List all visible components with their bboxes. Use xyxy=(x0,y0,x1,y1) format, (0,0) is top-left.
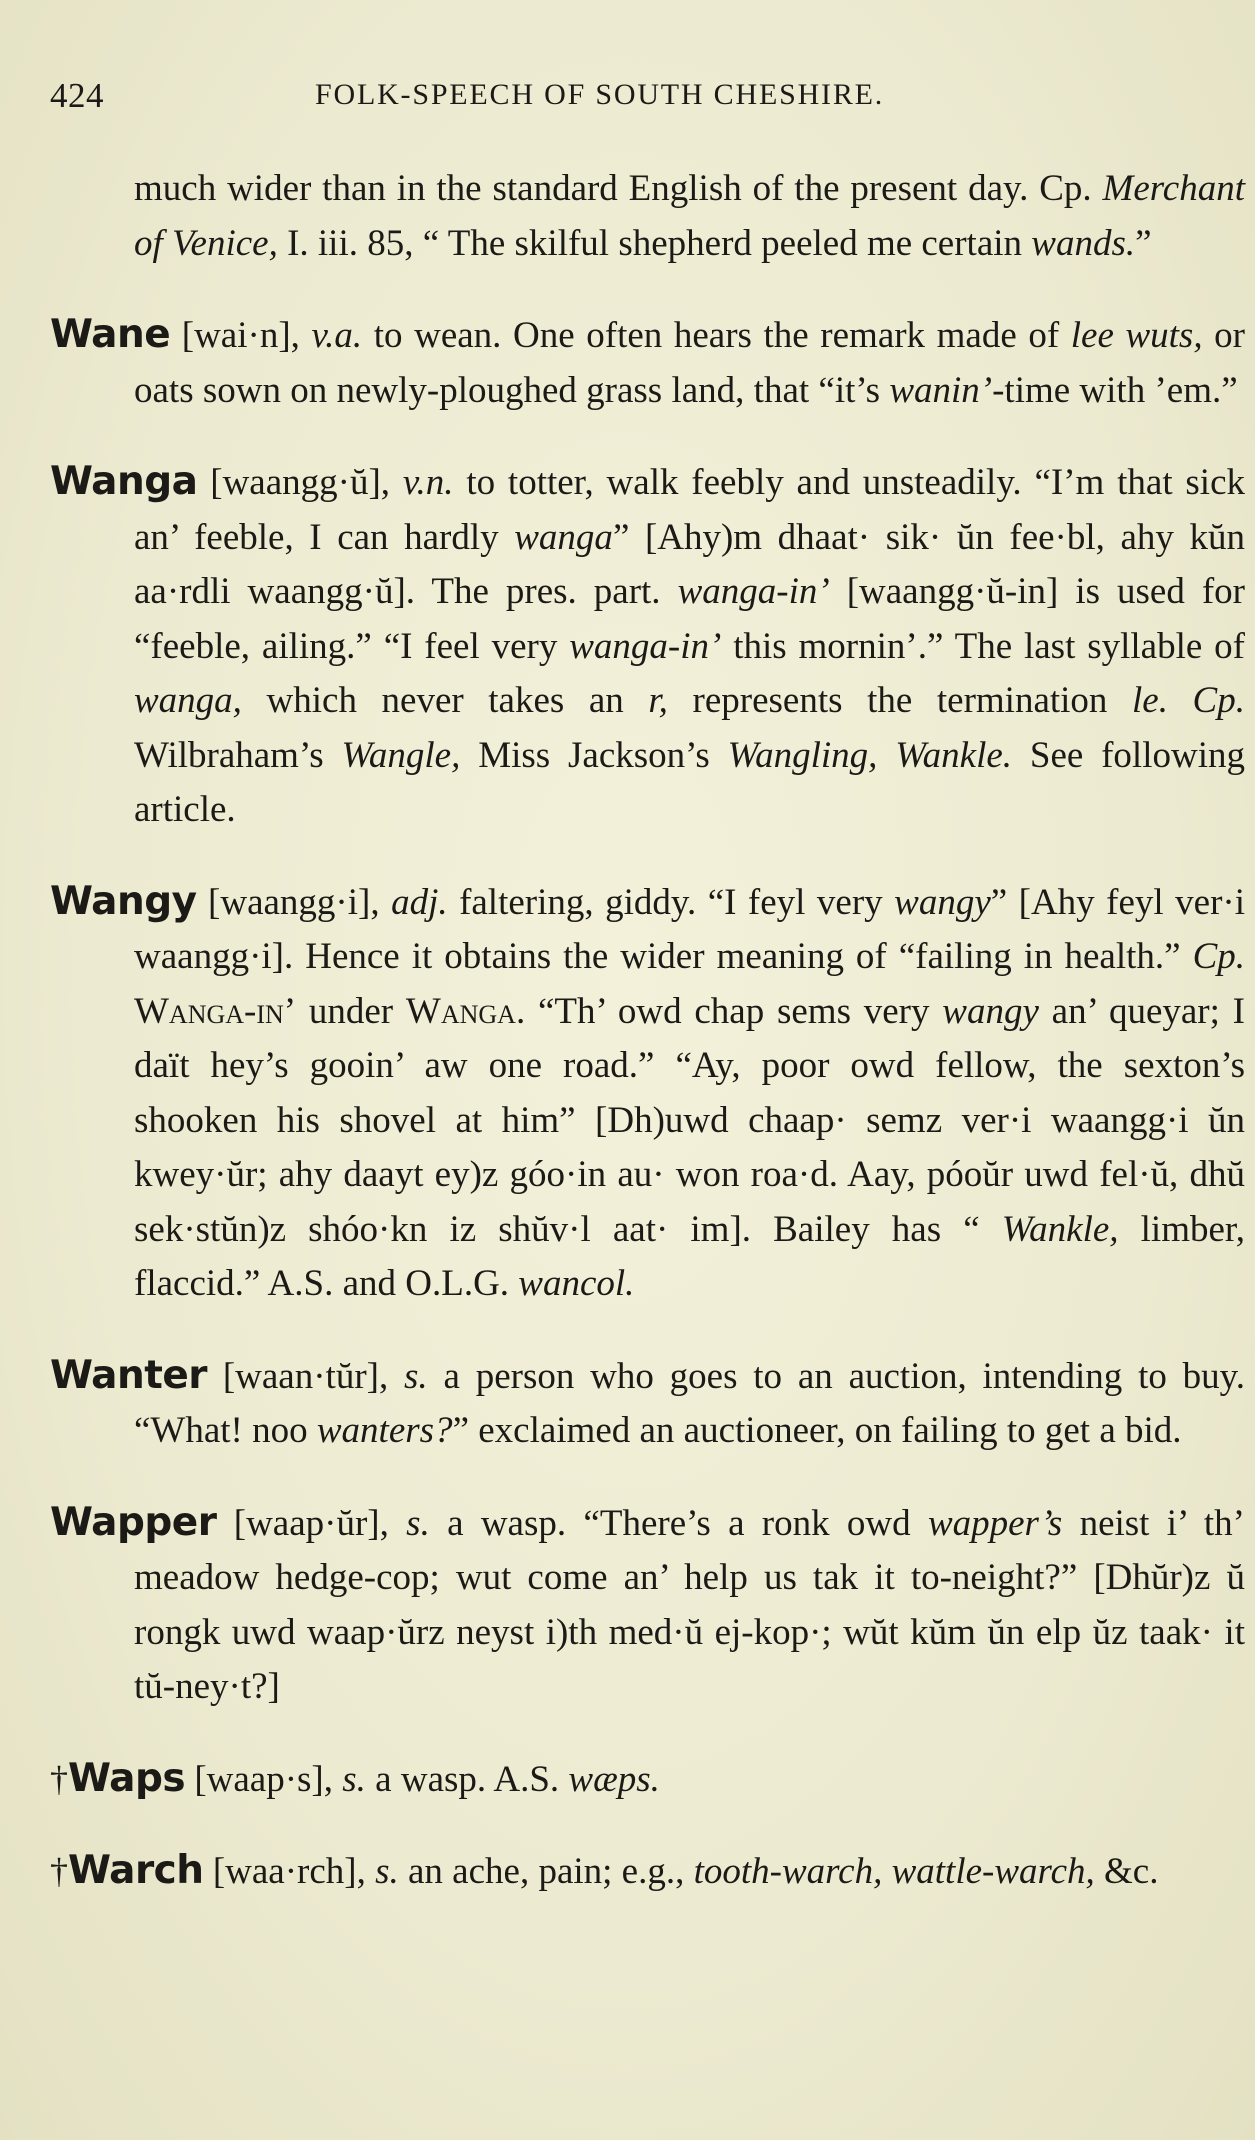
obsolete-dagger-mark: † xyxy=(50,1758,68,1799)
cross-reference: Wanga-in’ xyxy=(134,990,297,1032)
entry-wangy: Wangy [waangg·i], adj. faltering, giddy. “I feyl very wangy” [Ahy feyl ver·i waangg·i]. Hence it obtains the wider meaning of “failing in health.” Cp. Wanga-in’ under Wanga. “Th’ owd chap sems very wangy an’ queyar; I daït hey’s gooin’ aw one road.” “Ay, poor owd fellow, the sexton’s shooken his shovel at him” [Dh)uwd chaap· semz ver·i waangg·i ŭn kwey·ŭr; ahy daayt ey)z góo·in au· won roa·d. Aay, póoŭr uwd fel·ŭ, dhŭ sek·stŭn)z shóo·kn iz shŭv·l aat· im]. Bailey has “ Wankle, limber, flaccid.” A.S. and O.L.G. wancol. xyxy=(50,878,1245,1304)
entry-warch: †Warch [waa·rch], s. an ache, pain; e.g., tooth-warch, wattle-warch, &c. xyxy=(50,1848,1159,1893)
part-of-speech: adj. xyxy=(391,881,448,923)
headword: Wanga xyxy=(50,459,198,504)
part-of-speech: s. xyxy=(406,1502,430,1544)
entry-wane: Wane [wai·n], v.a. to wean. One often hears the remark made of lee wuts, or oats sown on newly-ploughed grass land, that “it’s wanin’-time with ’em.” xyxy=(50,312,1246,411)
headword: Waps xyxy=(68,1755,186,1801)
part-of-speech: s. xyxy=(342,1758,366,1800)
dictionary-entries xyxy=(50,162,1245,1937)
headword: Wangy xyxy=(50,878,197,924)
page-header xyxy=(50,76,1220,126)
entry-wanga: Wanga [waangg·ŭ], v.n. to totter, walk feebly and unsteadily. “I’m that sick an’ feeble, I can hardly wanga” [Ahy)m dhaat· sik· ŭn fee·bl, ahy kŭn aa·rdli waangg·ŭ]. The pres. part. wanga-in’ [waangg·ŭ-in] is used for “feeble, ailing.” “I feel very wanga-in’ this mornin’.” The last syllable of wanga, which never takes an r, represents the termination le. Cp. Wilbraham’s Wangle, Miss Jackson’s Wangling, Wankle. See following article. xyxy=(50,459,1246,830)
obsolete-dagger-mark: † xyxy=(50,1851,68,1891)
part-of-speech: s. xyxy=(375,1851,399,1892)
entry-waps: †Waps [waap·s], s. a wasp. A.S. wæps. xyxy=(50,1755,660,1801)
part-of-speech: v.a. xyxy=(311,315,363,356)
headword: Wane xyxy=(50,312,171,357)
entry-continuation: much wider than in the standard English of the present day. Cp. Merchant of Venice, I. iii. 85, “ The skilful shepherd peeled me certain wands.” xyxy=(134,168,1245,264)
page-number: 424 xyxy=(50,76,104,115)
headword: Wapper xyxy=(50,1499,217,1545)
cross-reference: Wanga. xyxy=(405,990,526,1032)
part-of-speech: s. xyxy=(404,1355,428,1397)
part-of-speech: v.n. xyxy=(402,462,454,503)
entry-wanter: Wanter [waan·tŭr], s. a person who goes to an auction, intending to buy. “What! noo wanters?” exclaimed an auctioneer, on failing to get a bid. xyxy=(50,1352,1245,1451)
running-title: FOLK-SPEECH OF SOUTH CHESHIRE. xyxy=(315,78,885,111)
headword: Warch xyxy=(68,1848,204,1893)
entry-wapper: Wapper [waap·ŭr], s. a wasp. “There’s a ronk owd wapper’s neist i’ th’ meadow hedge-cop; wut come an’ help us tak it to-neight?” [Dhŭr)z ŭ rongk uwd waap·ŭrz neyst i)th med·ŭ ej-kop·; wŭt kŭm ŭn elp ŭz taak· it tŭ-ney·t?] xyxy=(50,1499,1246,1707)
headword: Wanter xyxy=(50,1352,208,1398)
